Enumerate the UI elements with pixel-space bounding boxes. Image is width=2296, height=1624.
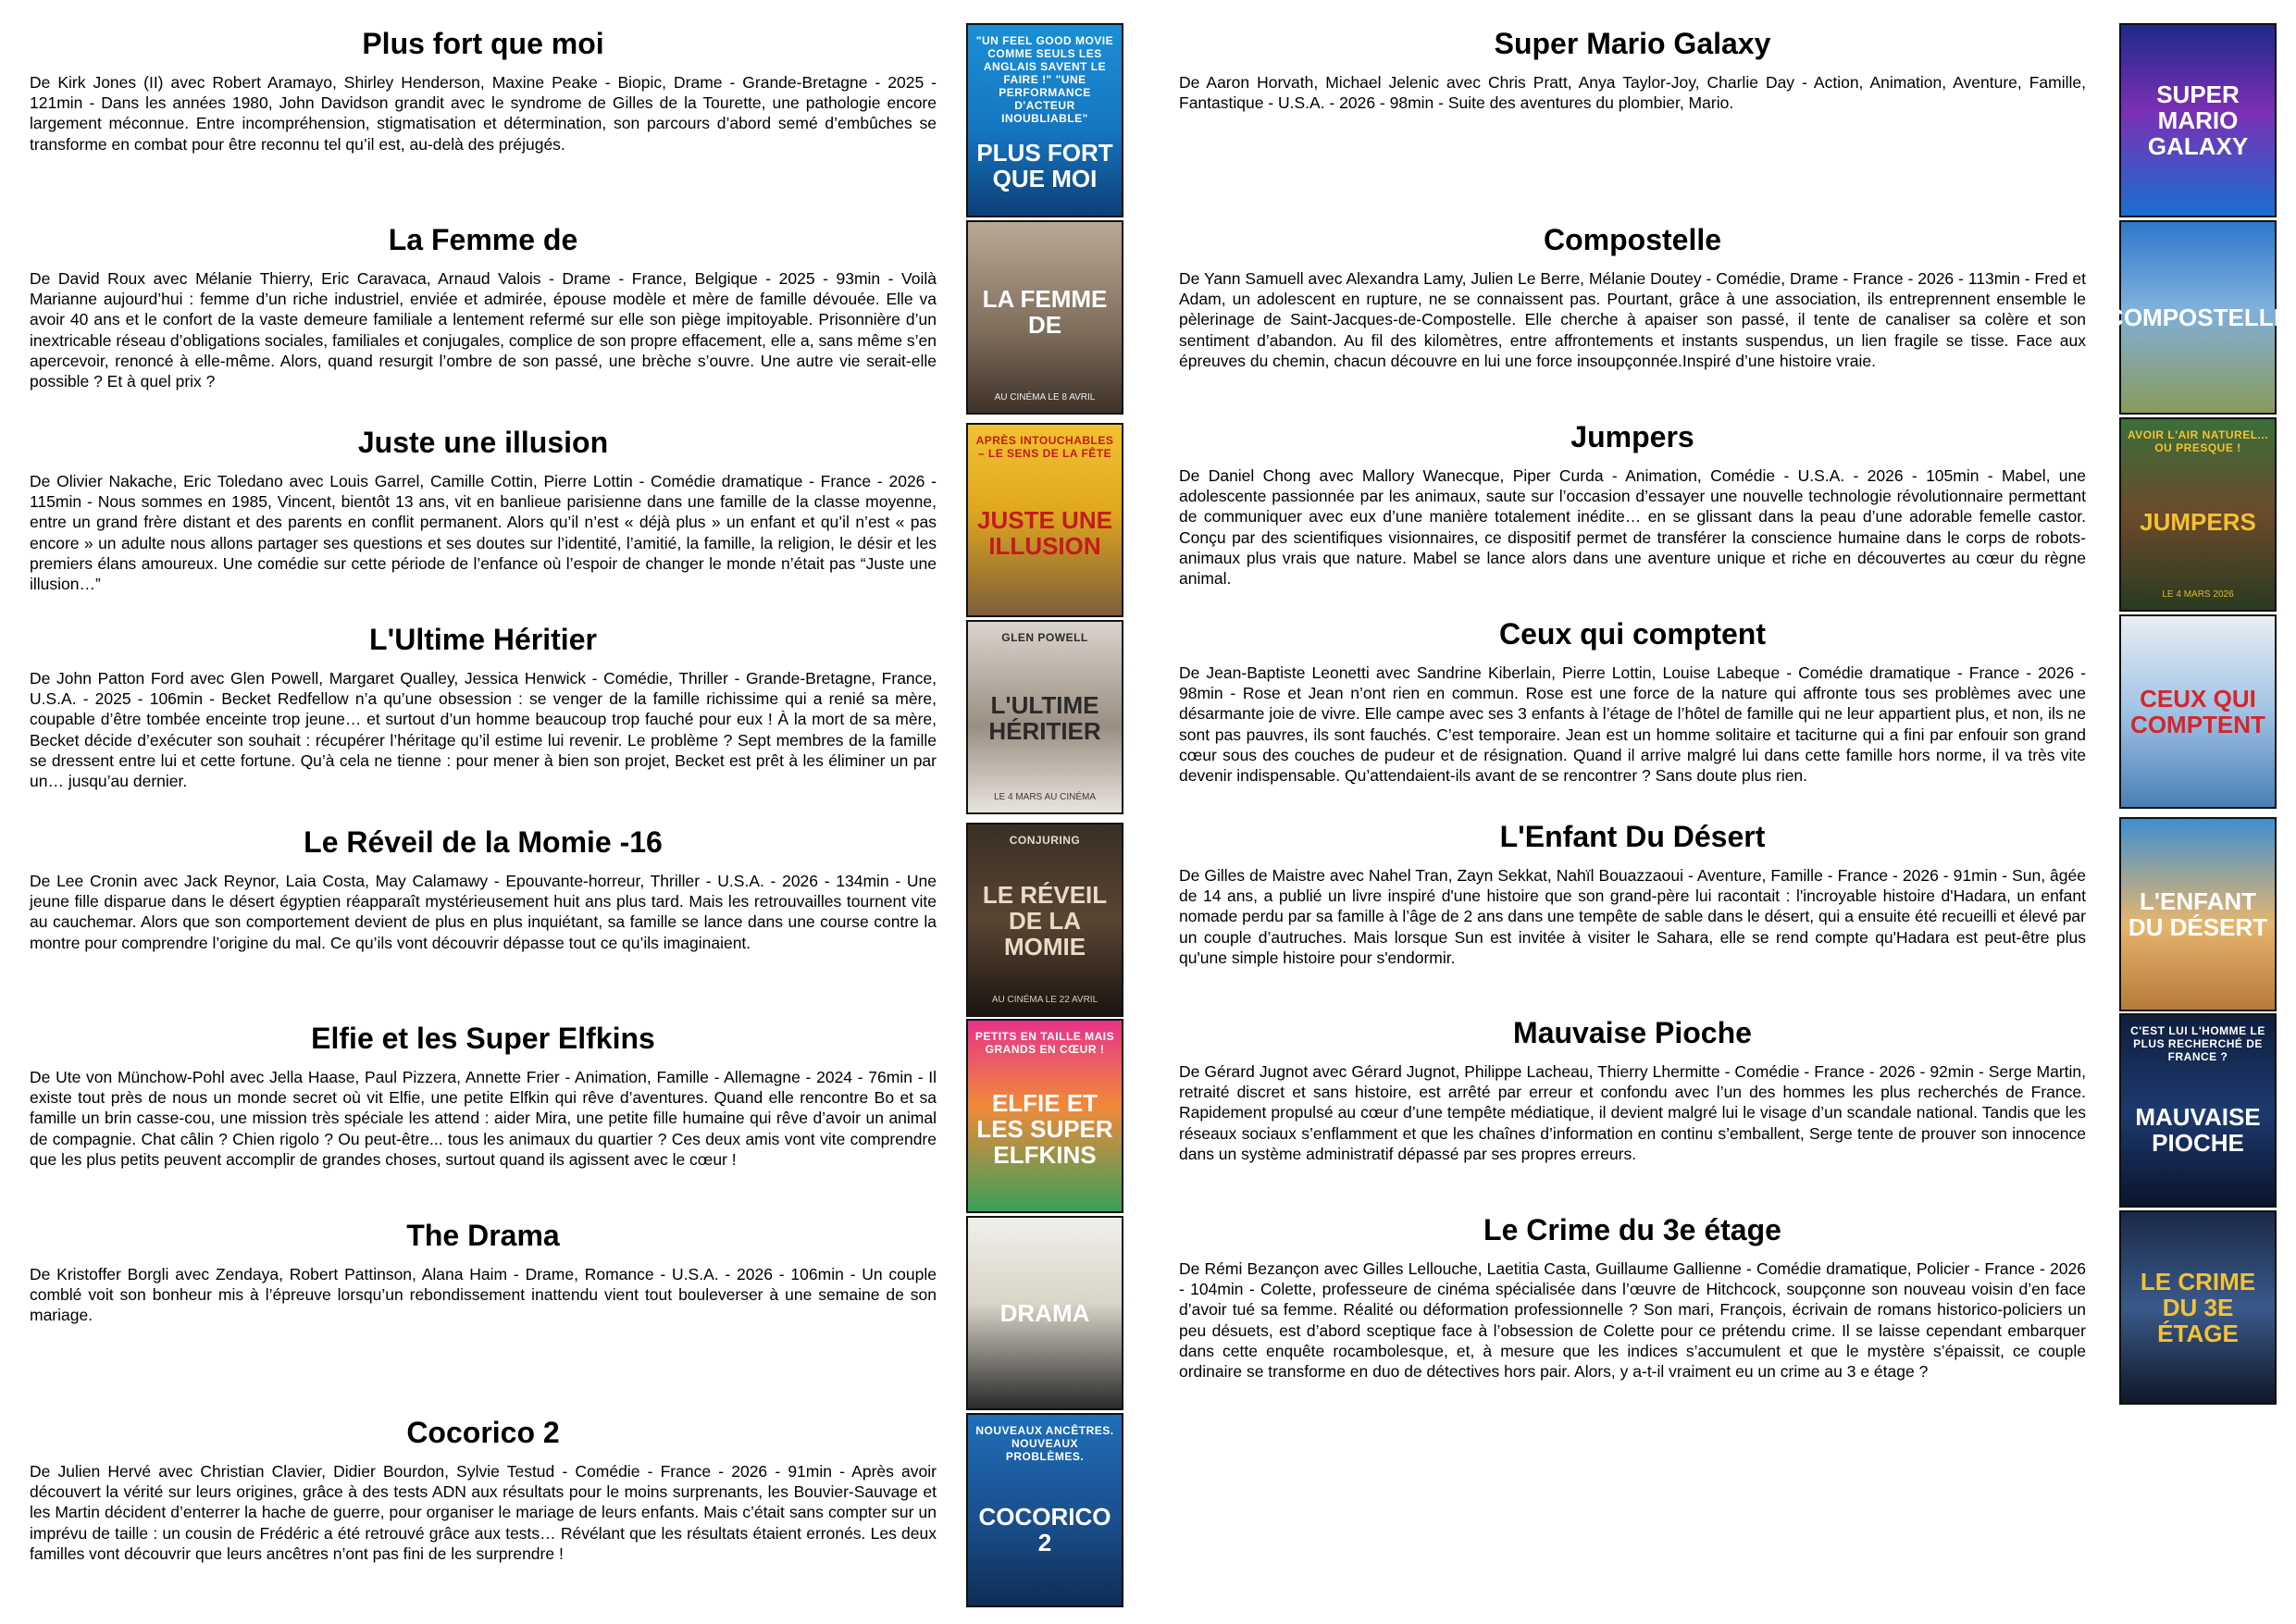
film-poster [2119, 614, 2277, 809]
poster-release: AU CINÉMA LE 8 AVRIL [994, 392, 1096, 403]
film-poster [2106, 220, 2290, 415]
film-entry [1179, 819, 2086, 968]
poster-title: PLUS FORT QUE MOI [976, 139, 1113, 192]
film-description: De Lee Cronin avec Jack Reynor, Laia Costa, May Calamawy - Epouvante-horreur, Thriller - U.S.A. - 2026 - 134min - Une jeune fille disparue dans le désert égyptien réapparaît mystérieusement huit ans plus tard. Mais les retrouvailles tournent vite au cauchemar. Alors que son comportement devient de plus en plus inquiétant, sa famille se lance dans une course contre la montre pour comprendre l’origine du mal. Ce qu’ils vont découvrir dépasse tout ce qu’ils imaginaient. [30, 872, 937, 952]
film-title: Ceux qui comptent [1498, 617, 1766, 651]
film-poster [966, 1413, 1123, 1607]
film-title: Mauvaise Pioche [1513, 1016, 1752, 1049]
film-entry [1179, 26, 2086, 113]
film-poster [966, 1019, 1123, 1213]
film-description: De Rémi Bezançon avec Gilles Lellouche, Laetitia Casta, Guillaume Gallienne - Comédie dramatique, Policier - France - 2026 - 104min - Colette, professeure de cinéma spécialisée dans l’œuvre de Hitchcock, soupçonne son nouveau voisin d’en face d’avoir tué sa femme. Réalité ou déformation professionnelle ? Son mari, François, écrivain de romans historico-policiers un peu désuets, est d’abord sceptique face à l’obsession de Colette pour ce prétendu crime. Il se laisse cependant embarquer dans cette enquête rocambolesque, et, à mesure que les indices s’accumulent et que le mystère s’épaissit, ce couple ordinaire se transforme en duo de détectives hors pair. Alors, y a-t-il vraiment eu un crime au 3 e étage ? [1179, 1259, 2086, 1382]
film-description: De Julien Hervé avec Christian Clavier, Didier Bourdon, Sylvie Testud - Comédie - France - 2026 - 91min - Après avoir découvert la vérité sur leurs origines, grâce à des tests ADN aux résultats pour le moins surprenants, les Bouvier-Sauvage et les Martin décident d’enterrer la hache de guerre, pour organiser le mariage de leurs enfants. Mais c’était sans compter sur un imprévu de taille : un cousin de Frédéric a été retrouvé grâce aux tests… Révélant que les résultats étaient erronés. Les deux familles vont découvrir que leurs ancêtres n’ont pas fini de les surprendre ! [30, 1462, 937, 1563]
film-description: De Olivier Nakache, Eric Toledano avec Louis Garrel, Camille Cottin, Pierre Lottin - Comédie dramatique - France - 2026 - 115min - Nous sommes en 1985, Vincent, bientôt 13 ans, vit en banlieue parisienne dans une famille de la classe moyenne, entre un grand frère distant et des parents en conflit permanent. Alors qu’il n’est « déjà plus » un enfant et qu’il n’est « pas encore » un adulte nous allons partager ses questions et ses doutes sur l’identité, l’amitié, la famille, la religion, le désir et les premiers élans amoureux. Une comédie sur cette période de l’enfance où l’espoir de changer le monde n’était pas “Juste une illusion…” [30, 472, 937, 594]
poster-title: COMPOSTELLE [2106, 304, 2290, 331]
poster-tagline: C'EST LUI L'HOMME LE PLUS RECHERCHÉ DE FRANCE ? [2130, 1024, 2265, 1063]
poster-release: LE 4 MARS AU CINÉMA [993, 792, 1097, 802]
poster-tagline: GLEN POWELL [1001, 631, 1088, 644]
poster-tagline: APRÈS INTOUCHABLES – LE SENS DE LA FÊTE [975, 434, 1114, 460]
film-description: De Daniel Chong avec Mallory Wanecque, Piper Curda - Animation, Comédie - U.S.A. - 2026 - 105min - Mabel, une adolescente passionnée par les animaux, saute sur l’occasion d’essayer une nouvelle technologie révolutionnaire permettant de communiquer avec eux d’une manière totalement inédite… en se glissant dans la peau d’une adorable femelle castor. Conçu par des scientifiques visionnaires, ce dispositif permet de transférer la conscience humaine dans le corps de robots-animaux plus vrais que nature. Mabel se lance alors dans une aventure unique et riche en découvertes au cœur du règne animal. [1179, 466, 2086, 589]
film-description: De Ute von Münchow-Pohl avec Jella Haase, Paul Pizzera, Annette Frier - Animation, Famille - Allemagne - 2024 - 76min - Il existe tout près de nous un monde secret où vit Elfie, une petite Elfkin qui rêve d’aventures. Quand elle rencontre Bo et sa famille un brin casse-cou, une mission très spéciale les attend : aider Mira, une petite fille humaine qui rêve d’avoir un animal de compagnie. Chat câlin ? Chien rigolo ? Ou peut-être... tous les animaux du quartier ? Ces deux amis vont vite comprendre que les plus petits peuvent accomplir de grandes choses, surtout quand ils agissent avec le cœur ! [30, 1068, 937, 1169]
poster-tagline: AVOIR L'AIR NATUREL... OU PRESQUE ! [2127, 428, 2269, 454]
poster-tagline: PETITS EN TAILLE MAIS GRANDS EN CŒUR ! [974, 1030, 1115, 1056]
film-title: Cocorico 2 [406, 1416, 560, 1449]
film-title: Juste une illusion [357, 426, 609, 459]
film-entry [1179, 616, 2086, 786]
poster-title: L'ENFANT DU DÉSERT [2128, 887, 2268, 941]
poster-release: LE 4 MARS 2026 [2162, 589, 2234, 600]
poster-title: JUSTE UNE ILLUSION [977, 506, 1112, 560]
film-description: De Yann Samuell avec Alexandra Lamy, Julien Le Berre, Mélanie Doutey - Comédie, Drame - France - 2026 - 113min - Fred et Adam, un adolescent en rupture, ne se connaissent pas. Pourtant, grâce à une association, ils entreprennent ensemble le pèlerinage de Saint-Jacques-de-Compostelle. Elle cherche à apaiser son passé, il tente de canaliser sa colère et son sentiment d’abandon. Au fil des kilomètres, entre affrontements et instants suspendus, un lien fragile se tisse. Face aux épreuves du chemin, chacun découvre en lui une force insoupçonnée.Inspiré d’une histoire vraie. [1179, 269, 2086, 370]
film-poster [2119, 1210, 2277, 1405]
film-title: The Drama [406, 1219, 560, 1252]
film-entry [30, 26, 937, 155]
poster-title: CEUX QUI COMPTENT [2130, 685, 2265, 738]
film-poster [966, 620, 1123, 814]
film-entry [1179, 1212, 2086, 1382]
film-title: Le Réveil de la Momie -16 [304, 825, 663, 859]
poster-tagline: CONJURING [1009, 834, 1081, 847]
poster-release: AU CINÉMA LE 22 AVRIL [991, 995, 1098, 1005]
film-entry [30, 824, 937, 953]
poster-title: COCORICO 2 [978, 1503, 1111, 1556]
poster-title: LA FEMME DE [982, 285, 1108, 339]
film-title: Jumpers [1570, 420, 1694, 453]
poster-title: L'ULTIME HÉRITIER [988, 691, 1101, 745]
film-poster [966, 220, 1123, 415]
poster-title: DRAMA [999, 1299, 1090, 1327]
film-description: De Jean-Baptiste Leonetti avec Sandrine Kiberlain, Pierre Lottin, Louise Labeque - Comédie dramatique - France - 2026 - 98min - Rose et Jean n’ont rien en commun. Rose est une force de la nature qui affronte tous ses problèmes avec une désarmante joie de vivre. Elle campe avec ses 3 enfants à l’étage de l’hôtel de famille qui ne leur appartient plus, et non, ils ne sont pas pauvres, ils sont fauchés. C’est temporaire. Jean est un homme solitaire et taciturne qui a fini par enfouir son grand cœur sous des couches de pudeur et de résignation. Quand il arrive malgré lui dans cette famille hors norme, il va très vite devenir indispensable. Qu’attendaient-ils avant de se rencontrer ? Sans doute plus rien. [1179, 663, 2086, 786]
film-entry [30, 1218, 937, 1326]
film-title: L'Ultime Héritier [369, 623, 597, 656]
poster-title: ELFIE ET LES SUPER ELFKINS [976, 1089, 1113, 1169]
film-description: De John Patton Ford avec Glen Powell, Margaret Qualley, Jessica Henwick - Comédie, Thriller - Grande-Bretagne, France, U.S.A. - 2025 - 106min - Becket Redfellow n’a qu’une obsession : se venger de la famille richissime qui a renié sa mère, coupable d’être tombée enceinte trop jeune… et surtout d’un homme beaucoup trop fauché pour eux ! À la mort de sa mère, Becket décide d’exécuter son souhait : récupérer l’héritage qu’il estime lui revenir. Le problème ? Sept membres de la famille se dressent entre lui et cette fortune. Qu’à cela ne tienne : pour mener à bien son projet, Becket est prêt à les éliminer un par un… jusqu’au dernier. [30, 669, 937, 791]
poster-tagline: NOUVEAUX ANCÊTRES. NOUVEAUX PROBLÈMES. [975, 1424, 1114, 1463]
film-poster [2119, 817, 2277, 1011]
film-title: Elfie et les Super Elfkins [311, 1022, 655, 1055]
film-description: De Gilles de Maistre avec Nahel Tran, Zayn Sekkat, Nahïl Bouazzaoui - Aventure, Famille - France - 2026 - 91min - Sun, âgée de 14 ans, a publié un livre inspiré d'une histoire que son grand-père lui racontait : l'incroyable histoire d'Hadara, un enfant nomade perdu par sa famille à l’âge de 2 ans dans une tempête de sable dans le désert, qui a ensuite été recueilli et élevé par un couple d’autruches. Mais lorsque Sun est invitée à visiter le Sahara, elle se rend compte qu'Hadara est peut-être plus qu'une simple histoire pour s'endormir. [1179, 866, 2086, 967]
film-title: Plus fort que moi [362, 27, 604, 60]
film-entry [30, 1021, 937, 1170]
film-entry [30, 425, 937, 594]
film-entry [1179, 1015, 2086, 1164]
poster-title: SUPER MARIO GALAXY [2147, 81, 2249, 160]
film-entry [30, 622, 937, 791]
film-entry [30, 222, 937, 391]
film-entry [30, 1415, 937, 1564]
film-description: De Kirk Jones (II) avec Robert Aramayo, Shirley Henderson, Maxine Peake - Biopic, Drame - Grande-Bretagne - 2025 - 121min - Dans les années 1980, John Davidson grandit avec le syndrome de Gilles de la Tourette, une pathologie encore largement méconnue. Entre incompréhension, stigmatisation et détermination, son parcours d’abord semé d’embûches se transforme en combat pour être reconnu tel qu’il est, au-delà des préjugés. [30, 73, 937, 154]
film-poster [966, 1216, 1123, 1410]
poster-tagline: "UN FEEL GOOD MOVIE COMME SEULS LES ANGLAIS SAVENT LE FAIRE !" "UNE PERFORMANCE D'ACTEUR INOUBLIABLE" [975, 34, 1114, 125]
film-description: De David Roux avec Mélanie Thierry, Eric Caravaca, Arnaud Valois - Drame - France, Belgique - 2025 - 93min - Voilà Marianne aujourd’hui : femme d’un riche industriel, enviée et admirée, épouse modèle et mère de famille dévouée. Elle va avoir 40 ans et le confort de la vaste demeure familiale a lentement refermé sur elle son piège impitoyable. Prisonnière d’un inextricable réseau d’obligations sociales, familiales et conjugales, complice de son propre effacement, elle a, sans même s’en apercevoir, renoncé à elle-même. Alors, quand resurgit l’ombre de son passé, une brèche s’ouvre. Une autre vie serait-elle possible ? Et à quel prix ? [30, 269, 937, 391]
film-title: Compostelle [1543, 223, 1722, 256]
film-description: De Gérard Jugnot avec Gérard Jugnot, Philippe Lacheau, Thierry Lhermitte - Comédie - France - 2026 - 92min - Serge Martin, retraité discret et sans histoire, est arrêté par erreur et confondu avec l’un des hommes les plus recherchés de France. Rapidement propulsé au cœur d’une tempête médiatique, il devient malgré lui le visage d’un scandale national. Tandis que les réseaux sociaux s’enflamment et que les chaînes d’information en continu s’emballent, Serge tente de prouver son innocence dans un système administratif dépassé par ses propres erreurs. [1179, 1062, 2086, 1163]
film-entry [1179, 222, 2086, 371]
poster-title: MAUVAISE PIOCHE [2135, 1103, 2261, 1157]
film-poster [966, 423, 1123, 617]
film-poster [966, 23, 1123, 217]
film-entry [1179, 419, 2086, 589]
film-poster [2119, 417, 2277, 612]
poster-title: LE RÉVEIL DE LA MOMIE [982, 881, 1108, 961]
poster-title: LE CRIME DU 3E ÉTAGE [2140, 1268, 2256, 1347]
film-title: Le Crime du 3e étage [1483, 1213, 1781, 1246]
film-poster [2119, 1013, 2277, 1208]
film-title: L'Enfant Du Désert [1499, 820, 1766, 853]
film-title: La Femme de [388, 223, 578, 256]
film-poster [2119, 23, 2277, 217]
film-title: Super Mario Galaxy [1494, 27, 1771, 60]
film-poster [966, 823, 1123, 1017]
poster-title: JUMPERS [2140, 508, 2256, 536]
film-description: De Kristoffer Borgli avec Zendaya, Robert Pattinson, Alana Haim - Drame, Romance - U.S.A. - 2026 - 106min - Un couple comblé voit son bonheur mis à l’épreuve lorsqu’un rebondissement inattendu vient tout bouleverser à une semaine de son mariage. [30, 1265, 937, 1325]
film-description: De Aaron Horvath, Michael Jelenic avec Chris Pratt, Anya Taylor-Joy, Charlie Day - Action, Animation, Aventure, Famille, Fantastique - U.S.A. - 2026 - 98min - Suite des aventures du plombier, Mario. [1179, 73, 2086, 113]
